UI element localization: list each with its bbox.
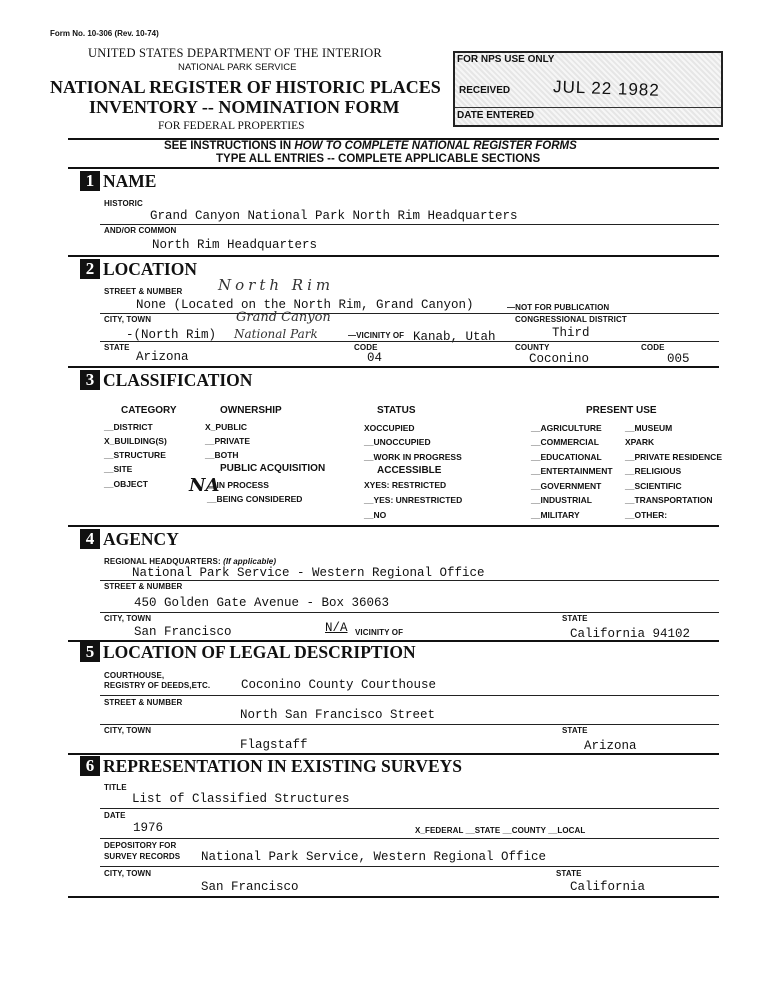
ownership-heading: OWNERSHIP <box>220 405 282 416</box>
common-label: AND/OR COMMON <box>104 226 177 235</box>
rule <box>100 724 719 725</box>
accessible-unrestricted: __YES: UNRESTRICTED <box>364 495 463 505</box>
rule <box>68 255 719 257</box>
nps-heading: FOR NPS USE ONLY <box>457 54 555 65</box>
accessible-restricted: XYES: RESTRICTED <box>364 480 447 490</box>
form-subtitle: INVENTORY -- NOMINATION FORM <box>89 97 400 117</box>
agency-city-label: CITY, TOWN <box>104 614 152 623</box>
service-name: NATIONAL PARK SERVICE <box>178 62 297 73</box>
instructions-line1 <box>164 140 577 152</box>
ownership-public: X_PUBLIC <box>205 422 248 432</box>
present-use-heading: PRESENT USE <box>586 405 657 416</box>
survey-date-value: 1976 <box>133 821 164 835</box>
rule <box>68 525 719 527</box>
category-heading: CATEGORY <box>121 405 177 416</box>
category-site: __SITE <box>104 464 133 474</box>
section-1-number: 1 <box>80 171 100 191</box>
survey-records-label: SURVEY RECORDS <box>104 852 181 861</box>
regional-label-text: REGIONAL HEADQUARTERS: <box>104 557 221 566</box>
use-museum: __MUSEUM <box>625 423 673 433</box>
nps-box-divider <box>455 107 721 108</box>
state-label: STATE <box>104 343 130 352</box>
federal-properties-label: FOR FEDERAL PROPERTIES <box>158 120 305 132</box>
survey-levels: X_FEDERAL __STATE __COUNTY __LOCAL <box>415 826 586 835</box>
acquisition-being-considered: __BEING CONSIDERED <box>207 494 303 504</box>
section-3-number: 3 <box>80 370 100 390</box>
survey-city-value: San Francisco <box>201 880 299 894</box>
vicinity-value: Kanab, Utah <box>413 330 496 344</box>
city-value: -(North Rim) <box>126 328 217 342</box>
instructions-italic: HOW TO COMPLETE NATIONAL REGISTER FORMS <box>294 140 577 152</box>
legal-street-label: STREET & NUMBER <box>104 698 183 707</box>
instructions-prefix: SEE INSTRUCTIONS IN <box>164 140 295 152</box>
acquisition-handwritten: NA <box>189 475 220 496</box>
rule <box>100 838 719 839</box>
historic-label: HISTORIC <box>104 199 143 208</box>
street-value: None (Located on the North Rim, Grand Canyon) <box>136 298 474 312</box>
rule <box>100 580 719 581</box>
acquisition-heading: PUBLIC ACQUISITION <box>220 463 326 474</box>
code-value: 04 <box>367 351 383 365</box>
use-entertainment: __ENTERTAINMENT <box>531 466 613 476</box>
agency-street-value: 450 Golden Gate Avenue - Box 36063 <box>134 596 390 610</box>
status-work-in-progress: __WORK IN PROGRESS <box>364 452 462 462</box>
code-label: CODE <box>354 343 378 352</box>
county-label: COUNTY <box>515 343 550 352</box>
depository-label: DEPOSITORY FOR <box>104 841 177 850</box>
received-stamp: JUL 22 1982 <box>552 77 661 100</box>
city-handwritten-2: National Park <box>234 327 318 341</box>
ownership-both: __BOTH <box>205 450 239 460</box>
agency-vicinity-label: VICINITY OF <box>355 628 404 637</box>
department-name: UNITED STATES DEPARTMENT OF THE INTERIOR <box>88 46 382 60</box>
legal-state-value: Arizona <box>584 739 637 753</box>
status-heading: STATUS <box>377 405 416 416</box>
city-handwritten: Grand Canyon <box>236 310 331 325</box>
status-occupied: XOCCUPIED <box>364 423 415 433</box>
status-unoccupied: __UNOCCUPIED <box>364 437 431 447</box>
section-2-number: 2 <box>80 259 100 279</box>
rule <box>100 341 719 342</box>
accessible-no: __NO <box>364 510 387 520</box>
regional-value: National Park Service - Western Regional Office <box>132 566 485 580</box>
section-4-title: AGENCY <box>103 529 179 549</box>
rule <box>100 224 719 225</box>
use-other: __OTHER: <box>625 510 668 520</box>
section-6-title: REPRESENTATION IN EXISTING SURVEYS <box>103 756 463 776</box>
accessible-heading: ACCESSIBLE <box>377 465 442 476</box>
legal-city-label: CITY, TOWN <box>104 726 152 735</box>
section-1-title: NAME <box>103 171 157 191</box>
rule <box>68 366 719 368</box>
legal-state-label: STATE <box>562 726 588 735</box>
use-educational: __EDUCATIONAL <box>531 452 602 462</box>
use-transportation: __TRANSPORTATION <box>625 495 713 505</box>
category-district: __DISTRICT <box>104 422 153 432</box>
county-value: Coconino <box>529 352 590 366</box>
section-6-number: 6 <box>80 756 100 776</box>
rule <box>100 808 719 809</box>
rule <box>100 612 719 613</box>
historic-value: Grand Canyon National Park North Rim Headquarters <box>150 209 518 223</box>
section-3-title: CLASSIFICATION <box>103 370 253 390</box>
use-park: XPARK <box>625 437 655 447</box>
street-label: STREET & NUMBER <box>104 287 183 296</box>
received-label: RECEIVED <box>459 85 511 96</box>
survey-city-label: CITY, TOWN <box>104 869 152 878</box>
use-scientific: __SCIENTIFIC <box>625 481 682 491</box>
acquisition-in-process: __IN PROCESS <box>207 480 269 490</box>
state-value: Arizona <box>136 350 189 364</box>
county-code-value: 005 <box>667 352 690 366</box>
nps-use-only-box <box>453 51 723 127</box>
rule <box>100 695 719 696</box>
not-for-publication: —NOT FOR PUBLICATION <box>507 303 610 312</box>
use-religious: __RELIGIOUS <box>625 466 682 476</box>
category-structure: __STRUCTURE <box>104 450 166 460</box>
congressional-value: Third <box>552 326 590 340</box>
agency-vicinity-value: N/A <box>325 621 348 635</box>
form-title: NATIONAL REGISTER OF HISTORIC PLACES <box>50 77 441 97</box>
use-industrial: __INDUSTRIAL <box>531 495 592 505</box>
legal-city-value: Flagstaff <box>240 738 308 752</box>
legal-street-value: North San Francisco Street <box>240 708 436 722</box>
survey-state-label: STATE <box>556 869 582 878</box>
survey-state-value: California <box>570 880 646 894</box>
category-object: __OBJECT <box>104 479 148 489</box>
ownership-private: __PRIVATE <box>205 436 251 446</box>
rule <box>68 753 719 755</box>
rule <box>100 313 719 314</box>
depository-value: National Park Service, Western Regional Office <box>201 850 547 864</box>
survey-title-label: TITLE <box>104 783 127 792</box>
section-2-title: LOCATION <box>103 259 197 279</box>
section-4-number: 4 <box>80 529 100 549</box>
agency-street-label: STREET & NUMBER <box>104 582 183 591</box>
use-agriculture: __AGRICULTURE <box>531 423 602 433</box>
date-entered-label: DATE ENTERED <box>457 110 535 121</box>
congressional-label: CONGRESSIONAL DISTRICT <box>515 315 627 324</box>
instructions-line2: TYPE ALL ENTRIES -- COMPLETE APPLICABLE SECTIONS <box>216 153 541 165</box>
registry-label: REGISTRY OF DEEDS,ETC. <box>104 681 211 690</box>
street-handwritten: North Rim <box>218 276 335 294</box>
agency-city-value: San Francisco <box>134 625 232 639</box>
use-government: __GOVERNMENT <box>531 481 602 491</box>
survey-title-value: List of Classified Structures <box>132 792 350 806</box>
use-military: __MILITARY <box>531 510 580 520</box>
category-building: X_BUILDING(S) <box>104 436 167 446</box>
vicinity-label: —VICINITY OF <box>348 331 405 340</box>
courthouse-value: Coconino County Courthouse <box>241 678 437 692</box>
use-private-residence: __PRIVATE RESIDENCE <box>625 452 722 462</box>
regional-note: (If applicable) <box>223 557 277 566</box>
rule <box>100 866 719 867</box>
courthouse-label: COURTHOUSE, <box>104 671 165 680</box>
city-label: CITY, TOWN <box>104 315 152 324</box>
agency-state-label: STATE <box>562 614 588 623</box>
rule <box>68 896 719 898</box>
instructions-rule <box>68 167 719 169</box>
use-commercial: __COMMERCIAL <box>531 437 600 447</box>
survey-date-label: DATE <box>104 811 126 820</box>
section-5-number: 5 <box>80 642 100 662</box>
regional-label <box>104 557 276 566</box>
agency-state-value: California 94102 <box>570 627 691 641</box>
common-value: North Rim Headquarters <box>152 238 318 252</box>
county-code-label: CODE <box>641 343 665 352</box>
form-number: Form No. 10-306 (Rev. 10-74) <box>50 29 159 38</box>
section-5-title: LOCATION OF LEGAL DESCRIPTION <box>103 642 416 662</box>
